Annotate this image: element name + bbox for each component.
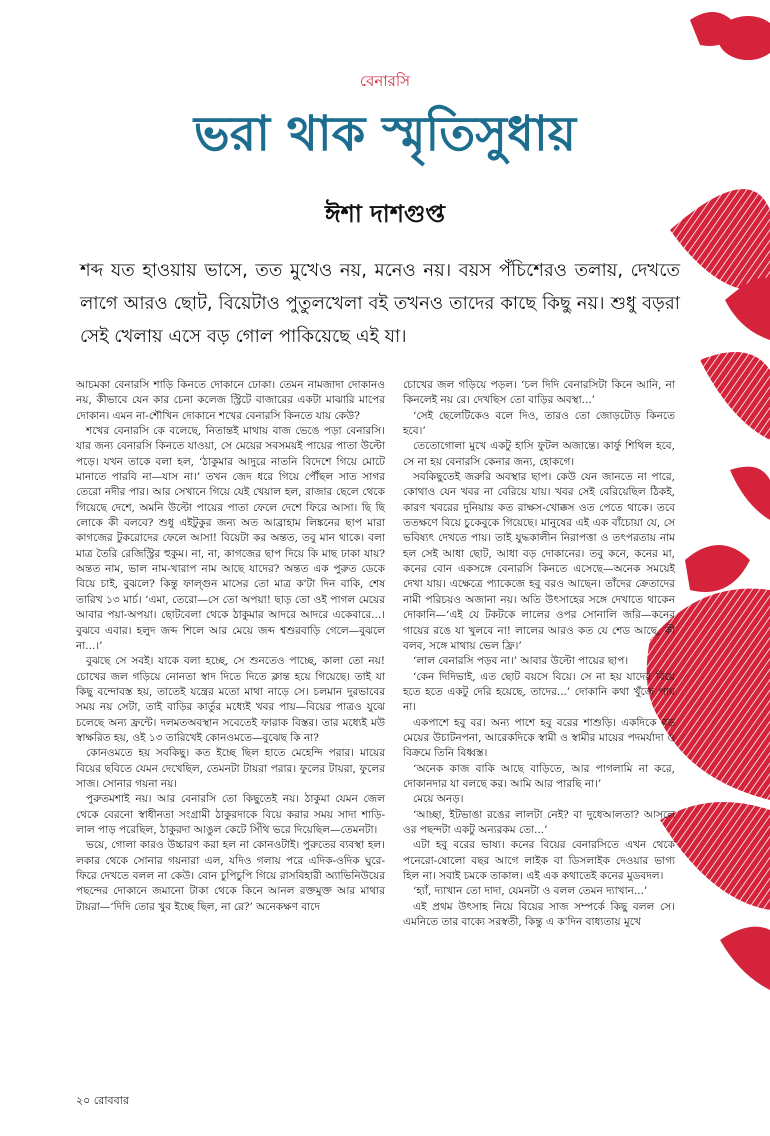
paragraph: একপাশে হবু বর। অন্য পাশে হবু বরের শাশুড়ি। একদিকে বড় মেয়ের উচাটনপনা, আরেকদিকে স্বামী ও স্বামীর মায়ের পদমর্যাদা ও বিক্রমে তিনি বিধ্বস্ত। — [403, 716, 675, 760]
standfirst: শব্দ যত হাওয়ায় ভাসে, তত মুখেও নয়, মনেও নয়। বয়স পঁচিশেরও তলায়, দেখতে লাগে আরও ছোট, বিয়েটাও পুতুলখেলা বই তখনও তাদের কাছে কিছু নয়। শুধু বড়রা সেই খেলায় এসে বড় গোল পাকিয়েছে এই যা। — [80, 260, 680, 347]
article-title: ভরা থাক স্মৃতিসুধায় — [193, 106, 577, 162]
paragraph: ‘কেন দিদিভাই, এত ছোট বয়সে বিয়ে। সে না হয় যাদের বিয়ে হতে হতে একটু দেরি হয়েছে, তাদের...’ দোকানি কথা খুঁজে পায় না। — [403, 670, 675, 714]
paragraph: এটা হবু বরের ভাষ্য। কনের বিয়ের বেনারসিতে এখন থেকে পনেরো-ষোলো বছর আগে লাইক বা ডিসলাইক দেওয়ার ভাগ্য হিল না। সবাই চমকে তাকাল। এই এক কথাতেই কনের মুডবদল। — [403, 839, 675, 882]
paragraph: শখের বেনারসি কে বলেছে, নিতান্তই মাথায় বাজ ভেঙে পড়া বেনারসি। যার জন্য বেনারসি কিনতে যাওয়া, সে মেয়ের সবসময়ই পায়ের পাতা উল্টো পড়ে। যখন তাকে বলা হল, ‘ঠাকুমার আদুরে নাতনি বিদেশে গিয়ে মোটে মানাতে পারবি না—যাস না।’ তখন জেদ ধরে গিয়ে পৌঁছল সাত সাগর তেরো নদীর পার। আর সেখানে গিয়ে যেই খেয়াল হল, রাজার ছেলে থেকে গিয়েছে দেশে, অমনি উল্টো পায়ের পাতা ফেলে দেশে ফিরে আসা। ছি ছি লোকে কী বলবে? শুধু এইটুকুর জন্য অত আব্রাহাম লিঙ্কনের ছাপ মারা কাগজের টুকরোদের ফেলে আসা! বিয়েটা কর অন্তত, তবু মান থাকে। বলা মাত্র তৈরি রেজিস্ট্রির হুকুম। না, না, কাগজের ছাপ দিয়ে কি মাছ ঢাকা যায়? অন্তত নাম, ভাল নাম-খারাপ নাম আছে যাদের? অন্তত এক পুরুত ডেকে বিয়ে চাই, বুঝলে? কিন্তু ফাল্গুন মাসের তো মাত্র ক'টা দিন বাকি, শেষ তারিখ ১৩ মার্চ। ‘এমা, তেরো—সে তো অপয়া! ছাড় তো ওই পাগল মেয়ের আবার পয়া-অপয়া। ছোটবেলা থেকে ঠাকুমার আদরে আদরে একেবারে...। বুঝবে এবার। হলুদ জব্দ শিলে আর মেয়ে জব্দ শ্বশুরবাড়ি গেলে—বুঝলে না...।’ — [76, 425, 385, 652]
paragraph: বুঝছে সে সবই। যাকে বলা হচ্ছে, সে শুনতেও পাচ্ছে, কালা তো নয়! চোখের জল গড়িয়ে নোনতা স্বাদ দিতে দিতে ক্লান্ত হয়ে গিয়েছে। তাই যা কিছু বন্দোবস্ত হয়, তাতেই যন্ত্রের মতো মাথা নাড়ে সে। চলমান দুরভাবের সময় নয় সেটা, তাই বাড়ির কার্তুর মধ্যেই খবর পায়—বিয়ের পাত্রও যুঝে চলেছে অন্য ফ্রন্টে। দলমতঅবস্থান সবেতেই ফারাক বিস্তর। তার মধ্যেই মউ স্বাক্ষরিত হয়, ওই ১৩ তারিখেই কোনওমতে—বুঝেছ কি না? — [76, 655, 385, 744]
body-column-left — [76, 378, 385, 915]
paragraph: চোখের জল গড়িয়ে পড়ল। ‘চল দিদি বেনারসিটা কিনে আনি, না কিনলেই নয় রে। দেখছিস তো বাড়ির অবস্থা...’ — [403, 379, 675, 407]
paragraph: ‘অনেক কাজ বাকি আছে বাড়িতে, আর পাগলামি না করে, দোকানদার যা বলছে কর। আমি আর পারছি না।’ — [403, 762, 675, 790]
paragraph: মেয়ে অনড়। — [413, 793, 464, 806]
body-column-right — [403, 378, 675, 930]
author-byline: ঈশা দাশগুপ্ত — [325, 200, 445, 228]
paragraph: তেতোগোলা মুখে একটু হাসি ফুটল অজান্তে। কার্ফু শিথিল হবে, সে না হয় বেনারসি কেনার জন্য, হোকগে। — [403, 440, 675, 468]
section-kicker: বেনারসি — [359, 72, 411, 90]
page-folio: ২০ রোববার — [76, 1094, 129, 1107]
paragraph: পুরুতমশাই নয়। আর বেনারসি তো কিছুতেই নয়। ঠাকুমা যেমন জেল থেকে বেরনো স্বাধীনতা সংগ্রামী ঠাকুরদাকে বিয়ে করার সময় সাদা শাড়ি-লাল পাড় পরেছিল, ঠাকুরদা আঙুল কেটে সিঁথি ভরে দিয়েছিল—তেমনটা। — [76, 793, 385, 836]
paragraph: ‘লাল বেনারসি পড়ব না।’ আবার উল্টো পায়ের ছাপ। — [413, 655, 629, 668]
paragraph: আচমকা বেনারসি শাড়ি কিনতে দোকানে ঢোকা। তেমন নামজাদা দোকানও নয়, কীভাবে যেন কার চেনা কলেজ স্ট্রিটে বাজারের একটা মাঝারি মাপের দোকান। এমন না-শৌখিন দোকানে শখের বেনারসি কিনতে যায় কেউ? — [76, 379, 385, 422]
paragraph: সবকিছুতেই জরুরি অবস্থার ছাপ। কেউ যেন জানতে না পারে, কোথাও যেন খবর না বেরিয়ে যায়। খবর সেই বেরিয়েছিল ঠিকই, কারণ খবরের দুনিয়ায় কত রাক্ষস-খোক্কস ওত পেতে থাকে। তবে ততক্ষণে বিয়ে চুকেবুকে গিয়েছে। মানুষের এই এক বাঁচোয়া যে, সে ভবিষ্যৎ দেখতে পায়। তাই যুদ্ধকালীন নিরাপত্তা ও তৎপরতায় নাম হল সেই আধা ছোট, আধা বড় দোকানের। তবু কনে, কনের মা, কনের বোন একসঙ্গে বেনারসি কিনতে এসেছে—অনেক সময়েই দেখা যায়। এক্ষেত্রে প্যাকেজে হবু বরও আছেন। তাঁদের ক্রেতাদের নামী পরিচয়ও অজানা নয়। অতি উৎসাহের সঙ্গে দেখাতে থাকেন দোকানি—‘এই যে টকটকে লালের ওপর সোনালি জরি—কনের গায়ের রঙে যা খুলবে না! লালের আরও কত যে শেড আছে, কী বলব, সঙ্গে মাথায় ভেল ফ্রি।’ — [403, 471, 675, 652]
paragraph: ‘হ্যাঁ, দ্যাখান তো দাদা, যেমনটা ও বলল তেমন দ্যাখান...’ — [413, 885, 648, 898]
paragraph: এই প্রথম উৎসাহ নিয়ে বিয়ের সাজ সম্পর্কে কিছু বলল সে। এমনিতে তার বাক্যে সরস্বতী, কিন্তু এ ক'দিন বাধ্যতায় মুখে — [403, 900, 675, 929]
paragraph: কোনওমতে হয় সবকিছু। কত ইচ্ছে ছিল হাতে মেহেন্দি পরার। মায়ের বিয়ের ছবিতে যেমন দেখেছিল, তেমনটা টায়রা পরার। ফুলের টায়রা, ফুলের সাজ। সোনার গয়না নয়। — [76, 747, 385, 790]
paragraph: ‘আচ্ছা, ইটভাঙা রঙের লালটা নেই? বা দুধেআলতা? আসলে ওর পছন্দটা একটু অন্যরকম তো...’ — [403, 808, 675, 836]
paragraph: ভয়ে, গোলা কারও উচ্চারণ করা হল না কোনওটাই। পুরুতের ব্যবস্থা হল। লকার থেকে সোনার গয়নারা এল, যদিও গলায় পরে এদিক-ওদিক ঘুরে-ফিরে দেখতে বলল না কেউ। বোন চুপিচুপি গিয়ে রাসবিহারী অ্যাভিনিউয়ের পছন্দের দোকানে জমানো টাকা থেকে কিনে আনল রক্তমুক্ত আর মাথার টায়রা—‘দিদি তোর খুব ইচ্ছে ছিল, না রে?’ অনেকক্ষণ বাদে — [76, 839, 385, 913]
paragraph: ‘সেই ছেলেটিকেও বলে দিও, তারও তো জোড়টোড় কিনতে হবে।’ — [403, 409, 675, 438]
